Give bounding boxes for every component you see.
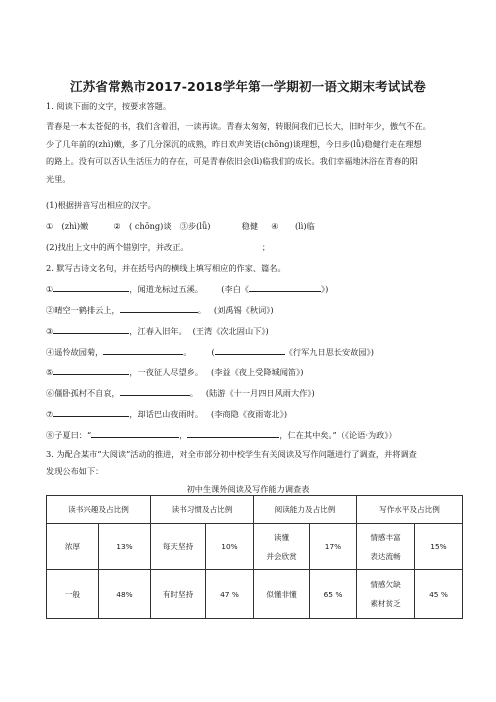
header-writing: 写作水平及占比例 [357,496,463,524]
item-text: ，却话巴山夜雨时。 [129,409,204,419]
passage-line: 的路上。没有可以否认生活压力的存在，可是青春依旧会(lì)临我们的成长。我们幸福地沐浴在青春的阳 [46,156,418,167]
q1-sub1: (1)根据拼音写出相应的汉字。 [46,200,156,210]
cell-ability-pct: 65 % [310,570,357,619]
answer-blank[interactable] [215,346,285,355]
item-text: ，江春入旧年。 [129,326,187,336]
answer-blank[interactable] [120,304,198,313]
cell-habit: 每天坚持 [151,524,206,570]
item-text: ，闻道龙标过五溪。 [129,284,204,294]
table-row [47,570,463,619]
item-prefix: ① [46,284,54,294]
pinyin-item: ④ (lì)临 [271,221,315,231]
header-ability: 阅读能力及占比例 [254,496,357,524]
q1-stem: 1. 阅读下面的文字，按要求答题。 [46,101,172,111]
item-prefix: ④遥怜故园菊， [46,347,104,357]
pinyin-item: ③步(lǚ) [179,221,211,231]
table-caption: 初中生课外阅读及写作能力调查表 [186,484,310,494]
item-text: 。 [197,305,206,315]
q2-item-4 [46,346,374,358]
q2-item-1 [46,283,328,295]
item-source: (陆游《十一月四日风雨大作》) [205,388,315,398]
q1-sub2 [46,242,270,253]
answer-blank[interactable] [53,283,129,292]
cell-habit-pct: 10% [206,524,254,570]
cell-writing-line: 素材贫乏 [370,599,401,608]
cell-habit-pct: 47 % [206,570,254,619]
table-row [47,524,463,570]
pinyin-item: ① (zhì)嫩 [46,221,89,231]
q2-stem: 2. 默写古诗文名句，并在括号内的横线上填写相应的作家、篇名。 [46,263,286,273]
cell-ability-pct: 17% [310,524,357,570]
q3-stem-line-2: 发现公布如下： [46,466,104,476]
item-prefix: ⑤ [46,367,54,377]
cell-writing [357,524,415,570]
item-prefix: ②晴空一鹤排云上， [46,305,120,315]
pinyin-item: 稳健 [241,221,259,231]
item-source: (李商隐《夜雨寄北》) [211,409,288,419]
q2-item-2 [46,304,274,316]
item-source: (王湾《次北固山下》) [192,326,269,336]
cell-interest: 一般 [47,570,99,619]
header-interest: 读书兴趣及占比例 [47,496,151,524]
cell-ability: 似懂非懂 [254,570,310,619]
item-text: 。 [183,347,192,357]
item-prefix: ⑥僵卧孤村不自哀， [46,388,120,398]
cell-writing-line: 情感欠缺 [370,580,401,589]
cell-writing-pct: 15% [415,524,463,570]
passage-line: 光里。 [46,173,71,184]
item-source: (刘禹锡《秋词》) [213,305,274,315]
answer-blank[interactable] [120,387,190,396]
answer-blank[interactable] [249,283,321,292]
cell-writing-line: 表达流畅 [370,551,401,561]
item-source-end: 《行军九日思长安故园》) [284,347,374,357]
q2-item-6 [46,387,315,399]
cell-interest: 浓厚 [47,524,99,570]
item-prefix: ⑦ [46,409,54,419]
q2-item-5 [46,366,303,378]
answer-blank[interactable] [53,325,129,334]
answer-blank[interactable] [91,429,179,438]
passage-line: 少了几年前的(zhì)嫩，多了几分深沉的成熟，昨日欢声笑语(chōng)谈理想，今日步(lǚ)稳健行走在理想 [46,138,422,149]
answer-blank[interactable] [103,346,183,355]
cell-writing-line: 情感丰富 [370,532,401,542]
survey-table [46,495,463,619]
passage-line: 青春是一本太苍促的书，我们含着泪，一读再读。青春太匆匆，转眼间我们已长大，旧时年少，傲气不在。 [46,121,431,131]
q1-sub2-text: (2)找出上文中的两个错别字，并改正。 [46,242,189,252]
pinyin-row [46,221,315,232]
cell-habit: 有时坚持 [151,570,206,619]
item-prefix: ③ [46,326,54,336]
cell-interest-pct: 13% [99,524,151,570]
q1-passage [46,118,460,188]
cell-ability [254,524,310,570]
answer-blank[interactable] [187,429,279,438]
item-source: (李白《 [213,284,249,294]
cell-ability-line: 并会欣赏 [266,551,297,561]
item-source-end: 》) [321,284,329,294]
answer-blank[interactable] [53,408,129,417]
item-source: ( [211,347,215,357]
item-prefix: ⑧子夏曰：“ [46,430,92,440]
cell-ability-line: 读懂 [273,532,290,542]
q2-item-7 [46,408,287,420]
q2-item-3 [46,325,269,337]
item-text: ，一夜征人尽望乡。 [129,367,204,377]
page-title: 江苏省常熟市2017-2018学年第一学期初一语文期末考试试卷 [70,79,426,94]
cell-writing [357,570,415,619]
q3-stem-line-1: 3. 为配合某市“大阅读”活动的推进，对全市部分初中校学生有关阅读及写作问题进行了调查，并将调查 [46,449,417,459]
item-source: ，仁在其中矣。”（《论语·为政》） [279,430,397,440]
pinyin-item: ② ( chōng)谈 [113,221,172,231]
table-header-row [47,496,463,524]
q1-sub2-separator: ； [261,242,271,252]
header-habit: 读书习惯及占比例 [151,496,254,524]
answer-blank[interactable] [53,366,129,375]
item-text: ， [179,430,188,440]
item-text: 。 [189,388,198,398]
item-source: (李益《夜上受降城闻笛》) [211,367,304,377]
cell-interest-pct: 48% [99,570,151,619]
cell-writing-pct: 45 % [415,570,463,619]
q2-item-8 [46,429,397,441]
